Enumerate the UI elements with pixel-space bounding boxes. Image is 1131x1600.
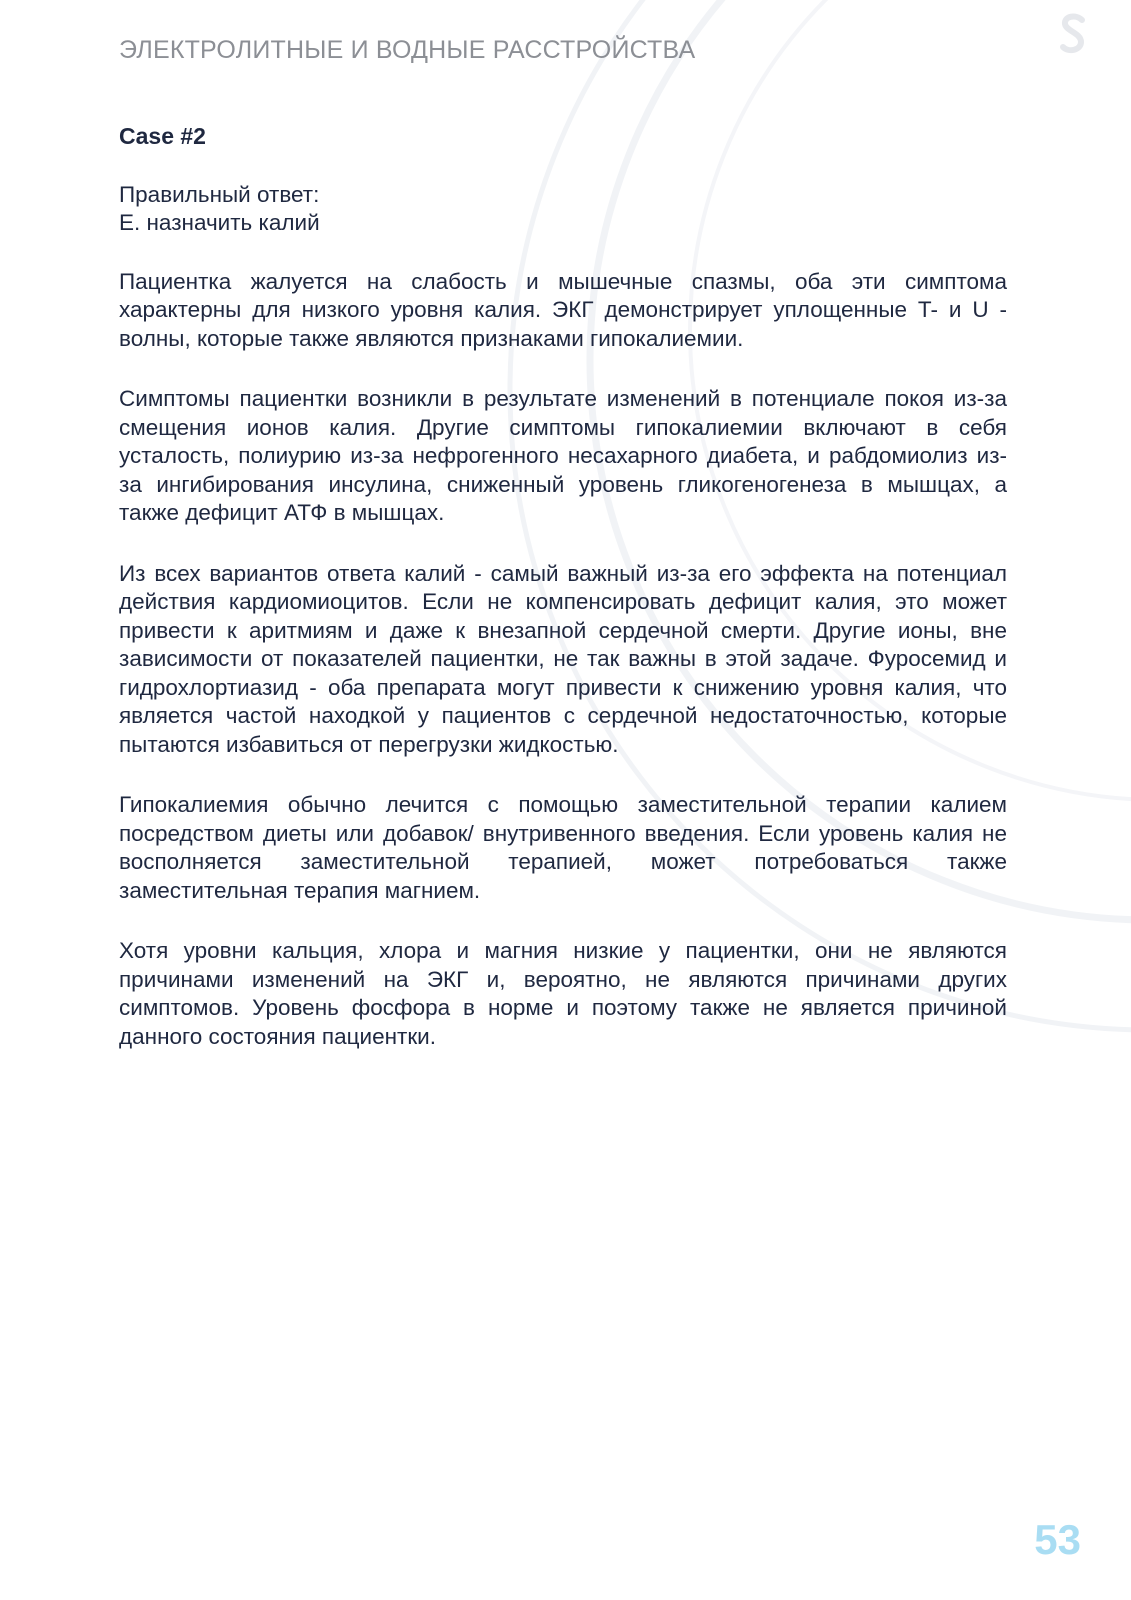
running-header: ЭЛЕКТРОЛИТНЫЕ И ВОДНЫЕ РАССТРОЙСТВА [119,36,696,64]
s-logo-icon [1056,12,1090,56]
answer-label: Правильный ответ: [119,181,320,207]
answer-value: E. назначить калий [119,210,320,235]
case-title: Case #2 [119,123,206,149]
paragraph-mechanism: Симптомы пациентки возникли в результате изменений в потенциале покоя из-за смещения ионов калия. Другие симптомы гипокалиемии включают в себя усталость, полиурию из-за нефрогенного несахарного диабета, и рабдомиолиз из-за ингибирования инсулина, сниженный уровень гликогеногенеза в мышцах, а также дефицит АТФ в мышцах. [119,386,1007,525]
paragraph-other-ions: Хотя уровни кальция, хлора и магния низкие у пациентки, они не являются причинами изменений на ЭКГ и, вероятно, не являются причинами других симптомов. Уровень фосфора в норме и поэтому также не является причиной данного состояния пациентки. [119,938,1007,1049]
paragraph-potassium-importance: Из всех вариантов ответа калий - самый важный из-за его эффекта на потенциал действия кардиомиоцитов. Если не компенсировать дефицит калия, это может привести к аритмиям и даже к внезапной сердечной смерти. Другие ионы, вне зависимости от показателей пациентки, не так важны в этой задаче. Фуросемид и гидрохлортиазид - оба препарата могут привести к снижению уровня калия, что является частой находкой у пациентов с сердечной недостаточностью, которые пытаются избавиться от перегрузки жидкостью. [119,560,1007,757]
page-number: 53 [1034,1516,1081,1563]
correct-answer-block [119,181,1007,238]
document-body [119,122,1007,1083]
paragraph-treatment: Гипокалиемия обычно лечится с помощью заместительной терапии калием посредством диеты или добавок/ внутривенного введения. Если уровень калия не восполняется заместительной терапией, может потребоваться также заместительная терапия магнием. [119,792,1007,903]
paragraph-symptoms: Пациентка жалуется на слабость и мышечные спазмы, оба эти симптома характерны для низкого уровня калия. ЭКГ демонстрирует уплощенные T- и U - волны, которые также являются признаками гипокалиемии. [119,268,1007,351]
